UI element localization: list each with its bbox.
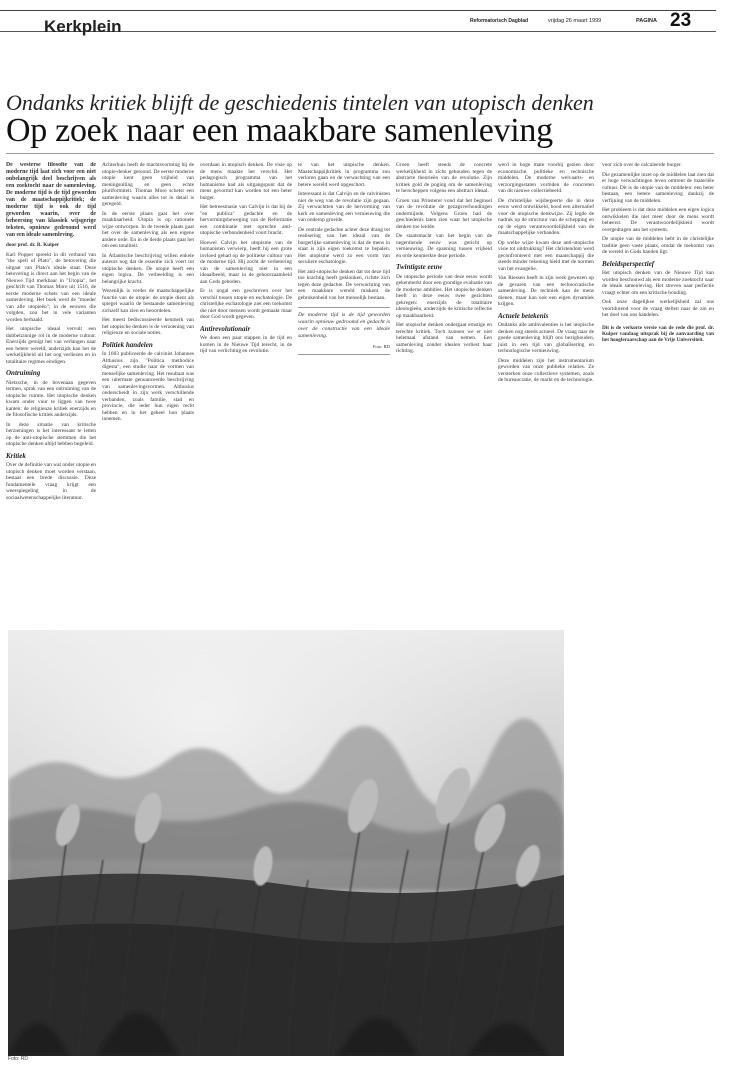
paragraph: Het utopische ideaal vervult een dubbelzinnige rol in de moderne cultuur. Enerzijds getuigt het van verlangen naar een betere wereld; anderzijds kan het de werkelijkheid uit het oog verliezen en in totalitaire regimes eindigen. [6, 326, 96, 365]
paragraph: De utopie van de middelen hebt in de christelijke traditie geen vaste plaats, omdat de toekomst van de wereld in Gods handen ligt. [602, 236, 714, 255]
column-3 [200, 162, 292, 622]
paragraph: Het probleem is dat deze middelen een eigen logica ontwikkelen die niet meer door de mens wordt beheerst. De verantwoordelijkheid wordt overgedragen aan het systeem. [602, 207, 714, 233]
column-7 [602, 162, 714, 1057]
article-headline: Op zoek naar een maakbare samenleving [6, 112, 553, 149]
paragraph: Wezenlijk is verder de maatschappelijke functie van de utopie: de utopie dient als spiegel waarin de bestaande samenleving zichzelf kan zien en beoordelen. [102, 288, 194, 314]
author-footnote: Dit is de verkorte versie van de rede die prof. dr. Kuiper vandaag uitsprak bij de aanvaarding van het hoogleraarschap aan de Vrije Universiteit. [602, 324, 714, 343]
paragraph: De staatsmacht van het begin van de negentiende eeuw was gericht op vernieuwing. De spanning tussen vrijheid en orde kenmerkte deze periode. [396, 233, 492, 259]
paragraph: Van Riessen heeft in zijn werk gewezen op de gevaren van een technocratische samenleving. De techniek kan de mens dienen, maar kan ook een eigen dynamiek krijgen. [498, 275, 594, 307]
paragraph: Groen heeft steeds de concrete werkelijkheid in zicht gehouden tegen de abstracte theorieën van de revolutie. Zijn kritiek gold de poging om de samenleving te herscheppen volgens een abstract ideaal. [396, 162, 492, 194]
paragraph: Het meest bediscussieerde kenmerk van het utopische denken is de verzoening van religieuze en sociale noties. [102, 317, 194, 336]
paragraph: We doen een paar stappen in de tijd en komen in de Nieuwe Tijd terecht, in de tijd van verlichting en revolutie. [200, 335, 292, 354]
paragraph: Karl Popper spreekt in dit verband van "the spell of Plato", de betovering die uitgaat van Plato's ideale staat. Deze betovering is direct aan het begin van de Nieuwe Tijd merkbaar in "Utopia", het geschrift van Thomas More uit 1516, de eerste moderne schets van een ideale samenleving. Het boek werd de "moeder van alle utopieën"; in de eeuwen die volgden, zou het in vele varianten worden herhaald. [6, 251, 96, 323]
paragraph: Groen van Prinsterer vond dat het beginsel van de revolutie de gezagsverhoudingen ondermijnde. Volgens Groen had de geschiedenis laten zien waar het utopische denken toe leidde. [396, 197, 492, 230]
column-2 [102, 162, 194, 622]
paragraph: Nietzsche, in de bovenaan gegeven termen, sprak van een ontruiming van de utopische ruimte. Het utopische denken kwam onder vuur te liggen van twee kanten: de religieuze kritiek enerzijds en de filosofische kritiek anderzijds. [6, 379, 96, 418]
paragraph: Het utopisch denken van de Nieuwe Tijd kan worden beschouwd als een moderne zoektocht naar de ideale samenleving. Het streven naar perfectie vraagt echter om een kritische houding. [602, 270, 714, 296]
paragraph: Er is nogal een geschreven over het verschil tussen utopie en eschatologie. De christelijke eschatologie ziet een toekomst die niet door mensen wordt gemaakt maar door God wordt gegeven. [200, 288, 292, 320]
newspaper-name: Reformatorisch Dagblad [470, 18, 529, 24]
paragraph: In Atlantische beschrijving willen enkele auteurs nog dat de essentie zich voert tot utopische denken. De utopie heeft een eigen logica. De verbeelding is een belangrijke kracht. [102, 252, 194, 285]
paragraph: Interessant is dat Calvijn en de calvinisten niet de weg van de revolutie zijn gegaan. Zij verwachtten van de hervorming van kerk en samenleving een vernieuwing die van onderop groeide. [298, 191, 390, 223]
column-1 [6, 162, 96, 622]
reeds-photo-image [8, 630, 564, 1056]
section-title: Kerkplein [44, 17, 122, 36]
paragraph: Het betreesmasie van Calvijn is dat bij de "en publica" gedachte en de hervormingsbeweging van de Reformatie een combinatie met oprechte anti-utopische verbondenheid voort bracht. [200, 204, 292, 236]
subheading: Antirevolutionair [200, 324, 251, 333]
paragraph: Achterhuis heeft de machtsvorming bij de utopie-denker getoond. De eerste moderne utopie kent geen vrijheid van meningsuiting en geen echte pluriformiteit. Thomas More schetst een samenleving waarin alles tot in detail is geregeld. [102, 162, 194, 207]
article-lead: De westerse filosofie van de moderne tijd laat zich voor een niet onbelangrijk deel beschrijven als een zoektocht naar de samenleving. De moderne tijd is de tijd geworden van de maatschappijkritiek; de moderne tijd is ook de tijd geworden waarin, over de beheersing van klassiek wijsgerige teksten, opnieuw gedroomd werd van een ideale samenleving. [6, 162, 96, 238]
paragraph: Het utopische denken ondergaat ernstige en terechte kritiek. Toch kunnen we er niet helemaal afstand van nemen. Een samenleving zonder idealen verliest haar richting. [396, 322, 492, 354]
paragraph: Het anti-utopische denken dat tot deze tijd toe krachtig heeft geklonken, richtte zich tegen deze gedachte. De verwachting van een maakbare wereld miskent de gebrokenheid van het menselijk bestaan. [298, 268, 390, 301]
pull-quote-source: Foto: RD [372, 344, 390, 349]
paragraph: In deze situatie van kritische herzieningen is het interessant te letten op de anti-utopische stemmen die het utopische denken altijd hebben begeleid. [6, 421, 96, 447]
paragraph: De utopische periode van deze eeuw wordt gekenmerkt door een grondige evaluatie van de moderne ambities. Het utopische denken heeft in deze eeuw twee gezichten gekregen: enerzijds de totalitaire ideologieën, anderzijds de kritische reflectie op maakbaarheid. [396, 273, 492, 319]
paragraph: In 1603 publiceerde de calvinist Johannes Althusius zijn "Politica methodice digesta", een studie naar de vormen van menselijke samenleving. Het resultaat was een uitermate genuanceerde beschrijving van samenlevingsvormen. Althusius onderscheidt in zijn werk verschillende verbanden, zoals familie, stad en provincie, die ieder hun eigen recht hebben en in het geheel hun plaats innemen. [102, 351, 194, 422]
subheading: Actuele betekenis [498, 311, 549, 320]
subheading: Twintigste eeuw [396, 263, 443, 271]
subheading: Beleidsperspectief [602, 259, 655, 268]
reeds-photo [8, 630, 564, 1056]
paragraph: De centrale gedachte achter deze drang tot realisering van het ideaal van de burgerlijke samenleving is dat de mens in staat is zijn eigen toekomst te bepalen. Het utopisme werd zo een vorm van seculiere eschatologie. [298, 226, 390, 265]
paragraph: De christelijke wijsbegeerte die in deze eeuw werd ontwikkeld, bood een alternatief voor de utopische denkwijze. Zij legde de nadruk op de structuur van de schepping en op de eigen verantwoordelijkheid van de maatschappelijke verbanden. [498, 197, 594, 236]
pull-quote-text: De moderne tijd is de tijd geworden waarin opnieuw gedroomd en gedacht is over de constructie van een ideale samenleving. [298, 312, 390, 339]
page-number: 23 [670, 10, 692, 31]
paragraph: Op welke wijze kwam deze anti-utopische visie tot uitdrukking? Het christendom werd geconfronteerd met een maatschappij die steeds minder rekening hield met de normen van het evangelie. [498, 239, 594, 272]
column-5 [396, 162, 492, 622]
page-header [0, 6, 738, 40]
photo-credit: Foto: RD [8, 1056, 29, 1062]
paragraph: te van het utopische denken. Maatschappijkritiek in programma zou verloren gaan en de verwachting van een betere wereld werd opgeschort. [298, 162, 390, 188]
pull-quote [298, 307, 390, 355]
paragraph: werd in hoge mate voorbij gezien door economische, politieke en technische middelen. De moderne welvaarts- en verzorgingsstaten vormden de concreten van dit nieuwe collectiebeeld. [498, 162, 594, 194]
subheading: Ontruiming [6, 369, 41, 377]
issue-date: vrijdag 26 maart 1999 [548, 18, 602, 24]
subheading: Kritiek [6, 451, 26, 460]
byline: door prof. dr. R. Kuiper [6, 242, 60, 248]
column-4 [298, 162, 390, 622]
paragraph: Ook onze dagelijkse werkelijkheid zal ons voortdurend voor de vraag stellen naar de zin en het doel van ons handelen. [602, 299, 714, 318]
paragraph: In de eerste plaats gaat het over maakbaarheid. Utopia is op rationele wijze ontworpen. In de tweede plaats gaat het over de samenleving als een eigene andere orde. En in de derde plaats gaat het om een totaliteit. [102, 210, 194, 249]
article-kicker: Ondanks kritiek blijft de geschiedenis tintelen van utopisch denken [6, 90, 594, 115]
page-label: PAGINA [636, 18, 657, 24]
paragraph: Hoewel Calvijn het utopisme van de humanisten verwierp, heeft hij een grote invloed gehad op de politieke cultuur van de moderne tijd. Hij zocht de verbetering van de samenleving niet in een ideaalbeeld, maar in de gehoorzaamheid aan Gods geboden. [200, 239, 292, 285]
paragraph: Die gezamenlijke inzet op de middelen laat zien dat er hoge verwachtingen leven omtrent de materiële cultuur. Dit is de utopie van de middelen: een beter bestaan, een betere samenleving dankzij de verfijning van de middelen. [602, 171, 714, 204]
subheading: Politiek handelen [102, 340, 153, 349]
paragraph: Ondanks alle ambivalenties is het utopische denken nog steeds actueel. De vraag naar de goede samenleving blijft ons bezighouden, juist in een tijd van globalisering en technologische vernieuwing. [498, 322, 594, 354]
paragraph: Deze middelen zijn het instrumentarium geworden van onze publieke relaties. Ze versterken onze collectieve systemen, zoals de bureaucratie, de markt en de technologie. [498, 357, 594, 383]
paragraph: voor zich over de calculeerde burger. [602, 162, 682, 168]
paragraph: overdaan in utopisch denken. De visie op de mens maakte het verschil. Het pedagogisch programma van het humanisme had als uitgangspunt dat de mens gevormd kan worden tot een beter burger. [200, 162, 292, 201]
paragraph: Over de definitie van wat onder utopie en utopisch denken moet worden verstaan, bestaat een brede discussie. Deze fundamentele vraag krijgt een weerspiegeling in de sociaalwetenschappelijke literatuur. [6, 462, 96, 501]
headline-rule [6, 153, 714, 154]
